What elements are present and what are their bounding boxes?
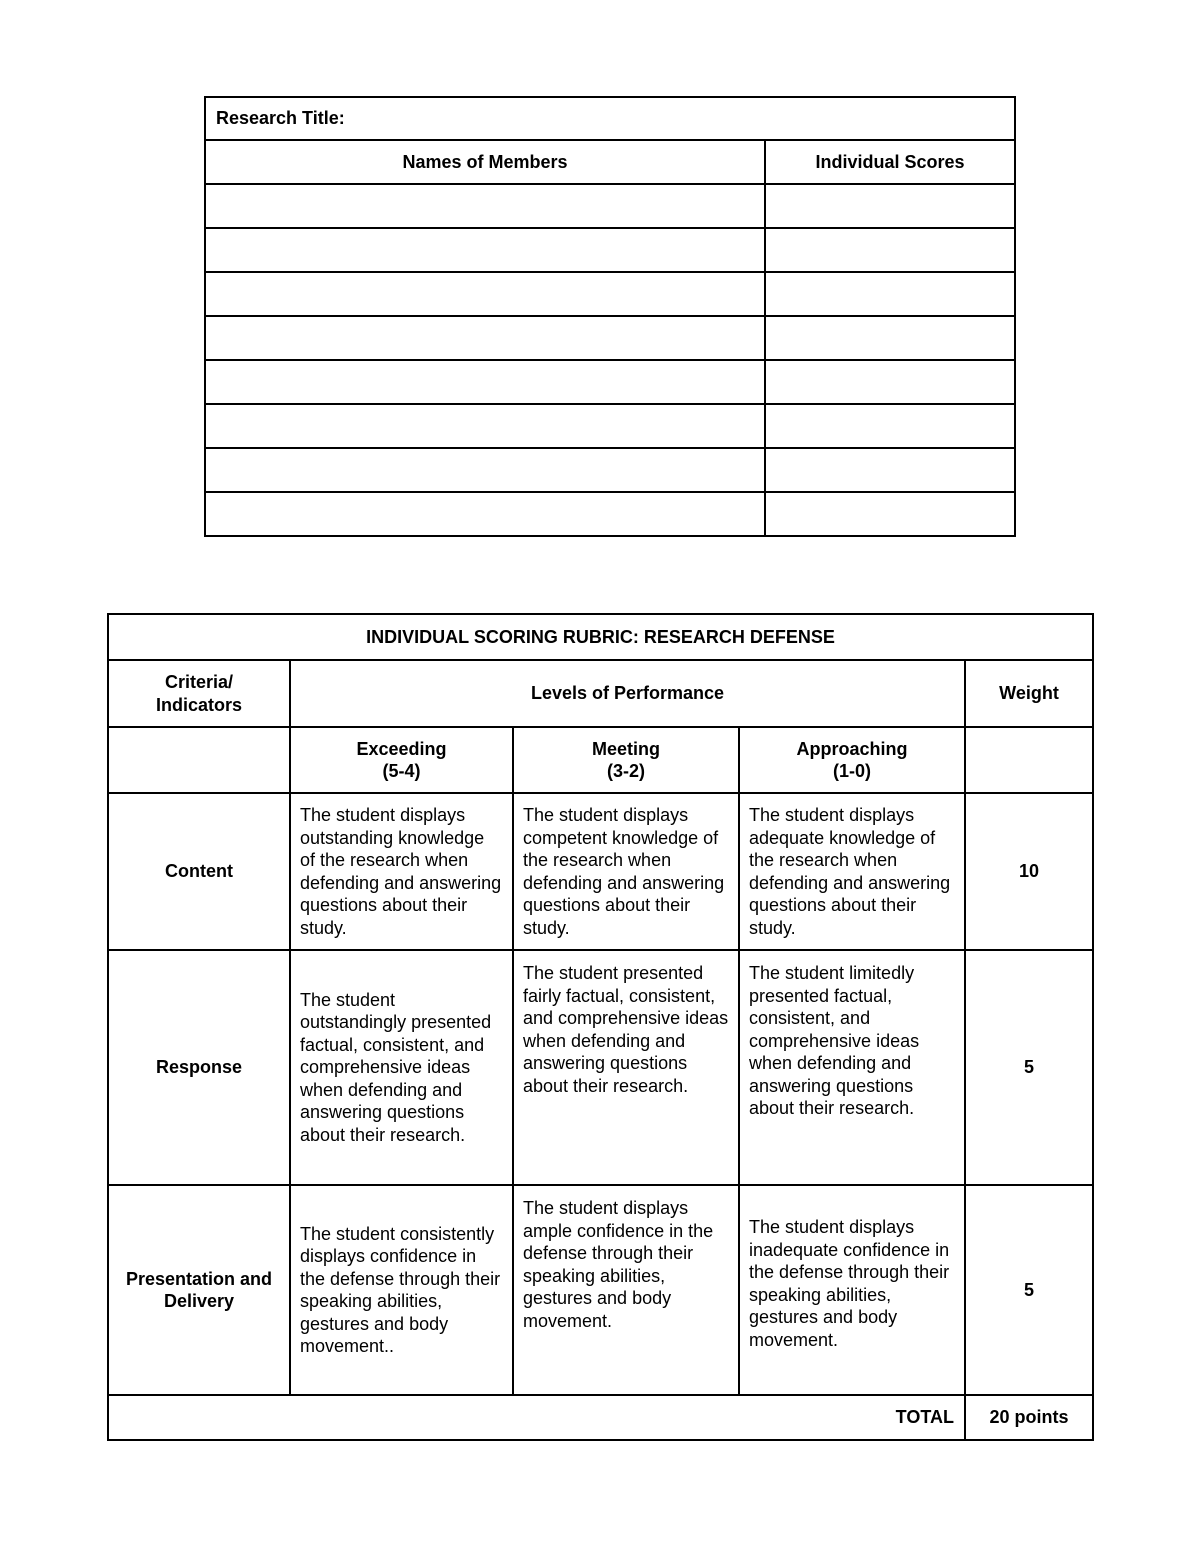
level-name: Meeting — [591, 738, 660, 759]
member-name-cell — [205, 228, 765, 272]
member-name-cell — [205, 448, 765, 492]
names-of-members-header: Names of Members — [205, 140, 765, 184]
criterion-label: Presentation and Delivery — [108, 1185, 290, 1395]
levels-header: Levels of Performance — [290, 660, 965, 727]
level-name: Approaching — [796, 738, 908, 759]
rubric-row-content — [108, 793, 1093, 950]
levels-row-weight-blank — [965, 727, 1093, 793]
member-row — [205, 360, 1015, 404]
weight-header: Weight — [965, 660, 1093, 727]
approaching-description: The student limitedly presented factual, consistent, and comprehensive ideas when defending and answering questions about their research. — [739, 950, 965, 1185]
research-title-label: Research Title: — [205, 97, 1015, 140]
member-row — [205, 184, 1015, 228]
member-score-cell — [765, 316, 1015, 360]
exceeding-description: The student consistently displays confidence in the defense through their speaking abilities, gestures and body movement.. — [290, 1185, 513, 1395]
rubric-title: INDIVIDUAL SCORING RUBRIC: RESEARCH DEFENSE — [108, 614, 1093, 660]
member-score-cell — [765, 404, 1015, 448]
member-name-cell — [205, 316, 765, 360]
rubric-row-response — [108, 950, 1093, 1185]
level-range: (3-2) — [606, 761, 645, 781]
member-name-cell — [205, 404, 765, 448]
members-header-row — [205, 140, 1015, 184]
member-row — [205, 404, 1015, 448]
rubric-row-presentation — [108, 1185, 1093, 1395]
weight-value: 5 — [965, 950, 1093, 1185]
criterion-label: Content — [108, 793, 290, 950]
member-name-cell — [205, 272, 765, 316]
rubric-table — [107, 613, 1094, 1441]
weight-value: 10 — [965, 793, 1093, 950]
total-row — [108, 1395, 1093, 1440]
rubric-header-row — [108, 660, 1093, 727]
member-score-cell — [765, 492, 1015, 536]
member-score-cell — [765, 272, 1015, 316]
levels-row — [108, 727, 1093, 793]
member-score-cell — [765, 228, 1015, 272]
approaching-description: The student displays inadequate confidence in the defense through their speaking abilities, gestures and body movement. — [739, 1185, 965, 1395]
member-name-cell — [205, 184, 765, 228]
level-approaching — [739, 727, 965, 793]
member-row — [205, 316, 1015, 360]
meeting-description: The student presented fairly factual, consistent, and comprehensive ideas when defending and answering questions about their research. — [513, 950, 739, 1185]
meeting-description: The student displays competent knowledge of the research when defending and answering questions about their study. — [513, 793, 739, 950]
exceeding-description: The student displays outstanding knowledge of the research when defending and answering questions about their study. — [290, 793, 513, 950]
member-row — [205, 228, 1015, 272]
level-meeting — [513, 727, 739, 793]
research-title-row — [205, 97, 1015, 140]
levels-row-blank — [108, 727, 290, 793]
level-name: Exceeding — [356, 738, 447, 759]
members-table — [204, 96, 1016, 537]
meeting-description: The student displays ample confidence in the defense through their speaking abilities, gestures and body movement. — [513, 1185, 739, 1395]
member-score-cell — [765, 360, 1015, 404]
criteria-header — [108, 660, 290, 727]
member-row — [205, 272, 1015, 316]
exceeding-description: The student outstandingly presented factual, consistent, and comprehensive ideas when defending and answering questions about their research. — [290, 950, 513, 1185]
criteria-header-line2: Indicators — [155, 694, 243, 715]
level-range: (1-0) — [832, 761, 871, 781]
rubric-title-row — [108, 614, 1093, 660]
individual-scores-header: Individual Scores — [765, 140, 1015, 184]
member-name-cell — [205, 360, 765, 404]
member-row — [205, 492, 1015, 536]
total-value: 20 points — [965, 1395, 1093, 1440]
criterion-label: Response — [108, 950, 290, 1185]
member-score-cell — [765, 184, 1015, 228]
member-row — [205, 448, 1015, 492]
total-label: TOTAL — [108, 1395, 965, 1440]
member-name-cell — [205, 492, 765, 536]
approaching-description: The student displays adequate knowledge of the research when defending and answering questions about their study. — [739, 793, 965, 950]
weight-value: 5 — [965, 1185, 1093, 1395]
level-exceeding — [290, 727, 513, 793]
level-range: (5-4) — [382, 761, 421, 781]
member-score-cell — [765, 448, 1015, 492]
criteria-header-line1: Criteria/ — [164, 672, 234, 692]
